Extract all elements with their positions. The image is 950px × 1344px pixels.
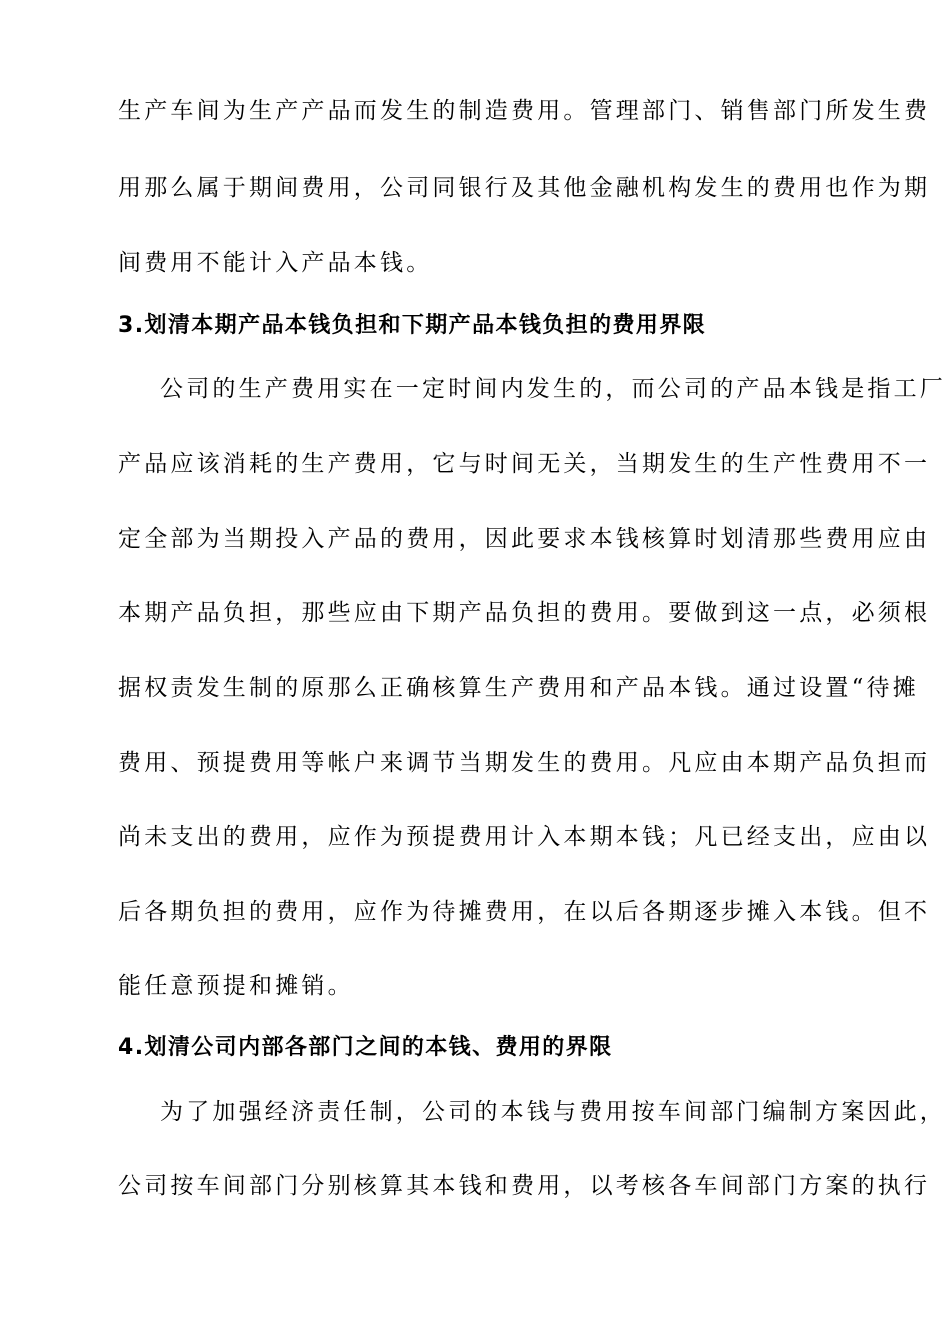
paragraph-line: 产品应该消耗的生产费用，它与时间无关，当期发生的生产性费用不一 — [118, 451, 931, 477]
paragraph-line: 为了加强经济责任制，公司的本钱与费用按车间部门编制方案因此， — [160, 1099, 946, 1125]
paragraph-line: 能任意预提和摊销。 — [118, 973, 354, 999]
section-heading-3: 3.划清本期产品本钱负担和下期产品本钱负担的费用界限 — [118, 313, 707, 338]
paragraph-line: 后各期负担的费用，应作为待摊费用，在以后各期逐步摊入本钱。但不 — [118, 899, 931, 925]
paragraph-line: 间费用不能计入产品本钱。 — [118, 250, 433, 276]
paragraph-line: 定全部为当期投入产品的费用，因此要求本钱核算时划清那些费用应由 — [118, 526, 931, 552]
paragraph-line: 尚未支出的费用，应作为预提费用计入本期本钱；凡已经支出，应由以 — [118, 824, 931, 850]
paragraph-line: 用那么属于期间费用，公司同银行及其他金融机构发生的费用也作为期 — [118, 175, 931, 201]
paragraph-line: 公司的生产费用实在一定时间内发生的，而公司的产品本钱是指工厂 — [160, 376, 946, 402]
paragraph-line: 据权责发生制的原那么正确核算生产费用和产品本钱。通过设置“待摊 — [118, 675, 919, 701]
paragraph-line: 本期产品负担，那些应由下期产品负担的费用。要做到这一点，必须根 — [118, 600, 931, 626]
paragraph-line: 生产车间为生产产品而发生的制造费用。管理部门、销售部门所发生费 — [118, 98, 931, 124]
paragraph-line: 公司按车间部门分别核算其本钱和费用，以考核各车间部门方案的执行 — [118, 1173, 931, 1199]
section-heading-4: 4.划清公司内部各部门之间的本钱、费用的界限 — [118, 1035, 613, 1060]
paragraph-line: 费用、预提费用等帐户来调节当期发生的费用。凡应由本期产品负担而 — [118, 750, 931, 776]
